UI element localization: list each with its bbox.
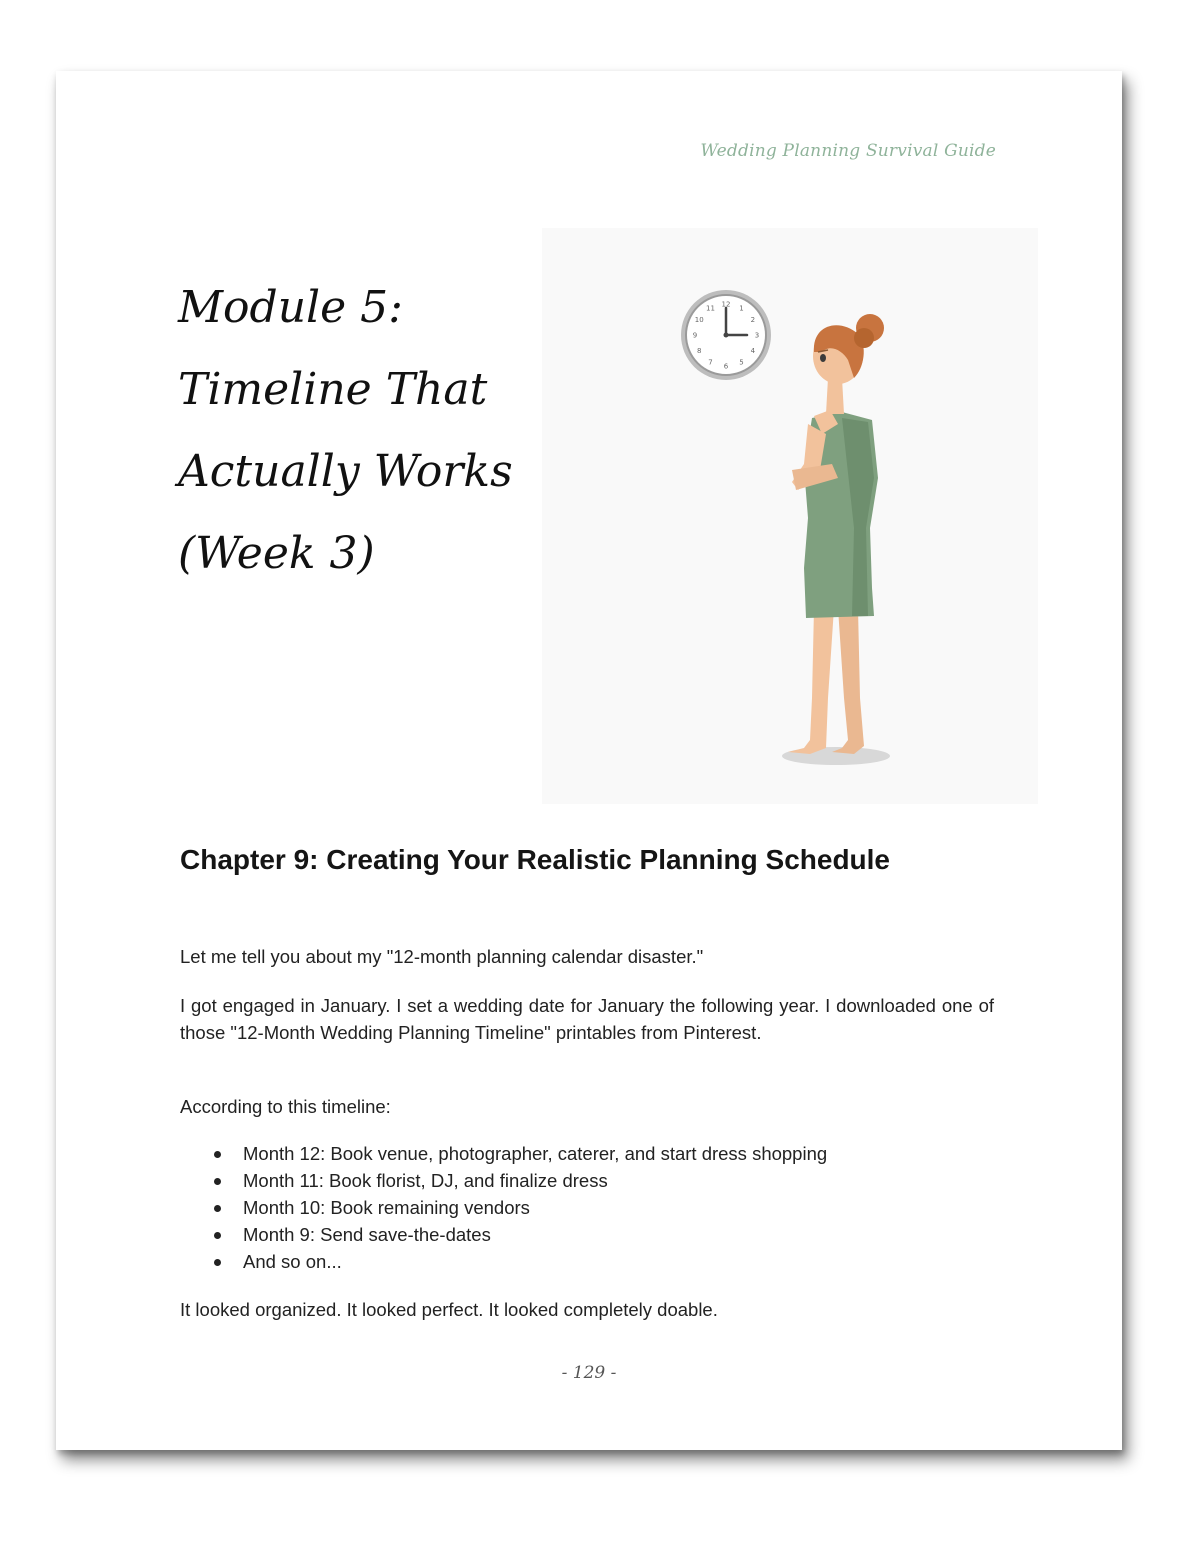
clock-numeral: 3: [754, 331, 760, 340]
clock-numeral: 1: [739, 304, 744, 313]
woman-looking-at-clock-icon: [542, 228, 1038, 804]
woman-looking-at-clock-illustration: [542, 228, 1038, 804]
page-number: - 129 -: [561, 1363, 617, 1383]
document-page: [56, 71, 1122, 1450]
bullet-icon: [214, 1151, 221, 1158]
list-item-text: Month 12: Book venue, photographer, caterer, and start dress shopping: [243, 1143, 828, 1164]
bullet-icon: [214, 1232, 221, 1239]
list-item-text: Month 9: Send save-the-dates: [243, 1224, 491, 1245]
list-item-text: Month 11: Book florist, DJ, and finalize dress: [243, 1170, 608, 1191]
module-title-line: (Week 3): [178, 528, 375, 579]
clock-numeral: 9: [692, 331, 698, 340]
clock-icon: [681, 290, 771, 380]
closing-paragraph: It looked organized. It looked perfect. It looked completely doable.: [180, 1299, 718, 1320]
paragraph: According to this timeline:: [180, 1096, 391, 1117]
clock-numeral: 6: [723, 362, 729, 371]
list-item-text: And so on...: [243, 1251, 342, 1272]
chapter-title: Chapter 9: Creating Your Realistic Planning Schedule: [180, 844, 891, 875]
bullet-icon: [214, 1205, 221, 1212]
module-title-line: Timeline That: [178, 364, 488, 415]
clock-numeral: 2: [750, 316, 756, 324]
clock-numeral: 4: [750, 347, 756, 355]
bullet-icon: [214, 1178, 221, 1185]
clock-numeral: 11: [706, 304, 715, 313]
module-title: [178, 267, 538, 595]
clock-numeral: 12: [721, 300, 731, 309]
bullet-icon: [214, 1259, 221, 1266]
clock-numeral: 5: [739, 358, 744, 367]
list-item-text: Month 10: Book remaining vendors: [243, 1197, 530, 1218]
list-item: [180, 1167, 994, 1194]
clock-numeral: 10: [694, 316, 704, 324]
paragraph: Let me tell you about my "12-month planning calendar disaster.": [180, 946, 704, 967]
clock-numeral: 8: [696, 347, 702, 355]
timeline-bullet-list: [180, 1140, 994, 1275]
list-item: [180, 1221, 994, 1248]
module-title-line: Module 5:: [178, 282, 403, 333]
paragraph: I got engaged in January. I set a wedding date for January the following year. I downloaded one of those "12-Month Wedding Planning Timeline" printables from Pinterest.: [180, 995, 994, 1043]
clock-numeral: 7: [708, 358, 713, 367]
running-header: Wedding Planning Survival Guide: [700, 141, 996, 161]
list-item: [180, 1194, 994, 1221]
list-item: [180, 1140, 994, 1167]
list-item: [180, 1248, 994, 1275]
module-title-line: Actually Works: [178, 446, 513, 497]
